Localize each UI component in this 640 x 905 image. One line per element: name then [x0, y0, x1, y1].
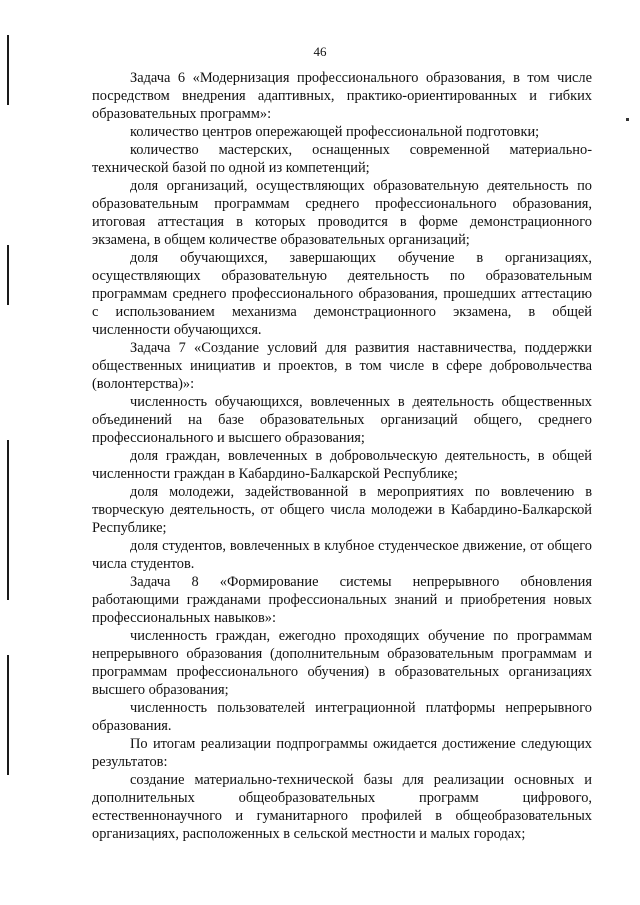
- paragraph: численность граждан, ежегодно проходящих обучение по программам непрерывного образования (дополнительным образовательным программам и программам профессионального обучения) в образовательных организациях высшего образования;: [92, 628, 592, 698]
- paragraph: количество мастерских, оснащенных современной материально-технической базой по одной из компетенций;: [92, 142, 592, 176]
- scan-edge-mark: [7, 440, 9, 600]
- paragraph: численность обучающихся, вовлеченных в деятельность общественных объединений на базе образовательных организаций общего, среднего профессионального и высшего образования;: [92, 394, 592, 446]
- paragraph: доля обучающихся, завершающих обучение в организациях, осуществляющих образовательную деятельность по образовательным программам среднего профессионального образования, прошедших аттестацию с использованием механизма демонстрационного экзамена, в общей численности обучающихся.: [92, 250, 592, 338]
- scan-speck: [626, 118, 629, 121]
- paragraph: создание материально-технической базы для реализации основных и дополнительных общеобразовательных программ цифрового, естественнонаучного и гуманитарного профилей в общеобразовательных организациях, расположенных в сельской местности и малых городах;: [92, 772, 592, 842]
- paragraph: численность пользователей интеграционной платформы непрерывного образования.: [92, 700, 592, 734]
- paragraph: доля граждан, вовлеченных в добровольческую деятельность, в общей численности граждан в Кабардино-Балкарской Республике;: [92, 448, 592, 482]
- paragraph: количество центров опережающей профессиональной подготовки;: [130, 124, 540, 140]
- scan-edge-mark: [7, 245, 9, 305]
- paragraph: По итогам реализации подпрограммы ожидается достижение следующих результатов:: [92, 736, 592, 770]
- paragraph: доля студентов, вовлеченных в клубное студенческое движение, от общего числа студентов.: [92, 538, 592, 572]
- paragraph: доля молодежи, задействованной в мероприятиях по вовлечению в творческую деятельность, от общего числа молодежи в Кабардино-Балкарской Республике;: [92, 484, 592, 536]
- paragraph: доля организаций, осуществляющих образовательную деятельность по образовательным программам среднего профессионального образования, итоговая аттестация в которых проводится в форме демонстрационного экзамена, в общем количестве образовательных организаций;: [92, 178, 592, 248]
- paragraph: Задача 8 «Формирование системы непрерывного обновления работающими гражданами профессиональных знаний и приобретения новых профессиональных навыков»:: [92, 574, 592, 626]
- document-body: [92, 69, 592, 843]
- scan-edge-mark: [7, 655, 9, 775]
- paragraph: Задача 6 «Модернизация профессионального образования, в том числе посредством внедрения адаптивных, практико-ориентированных и гибких образовательных программ»:: [92, 70, 592, 122]
- page-number: 46: [313, 44, 327, 59]
- paragraph: Задача 7 «Создание условий для развития наставничества, поддержки общественных инициатив и проектов, в том числе в сфере добровольчества (волонтерства)»:: [92, 340, 592, 392]
